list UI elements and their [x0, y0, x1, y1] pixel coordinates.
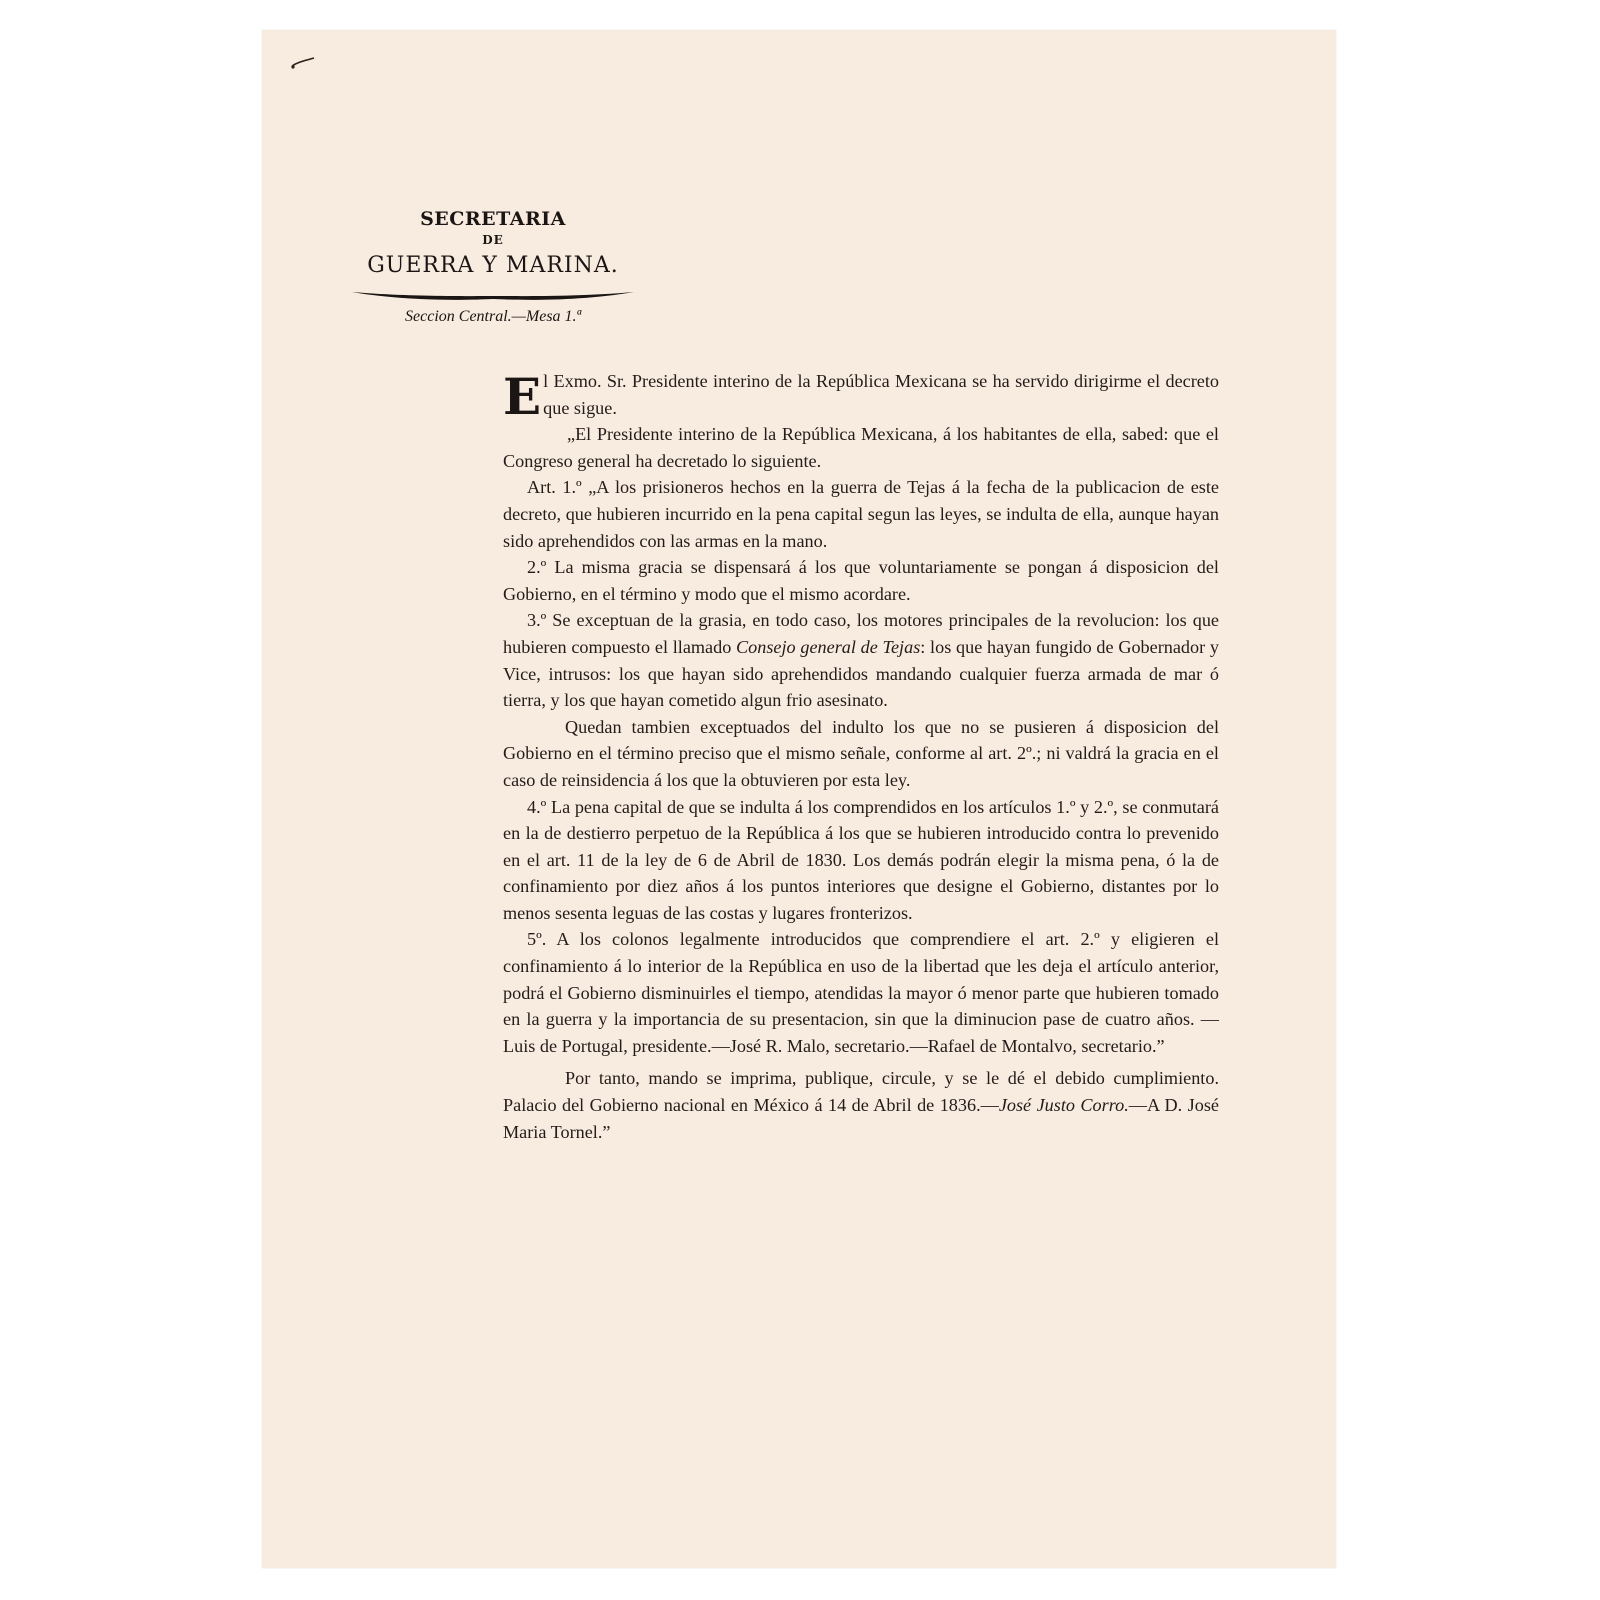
closing-signatory: José Justo Corro. [998, 1095, 1129, 1116]
letterhead-secretaria: SECRETARIA [420, 208, 566, 230]
article-3-consejo: Consejo general de Tejas [736, 636, 921, 657]
decree-body [503, 368, 1219, 1145]
article-3 [503, 607, 1219, 713]
article-2: 2.º La misma gracia se dispensará á los que voluntariamente se pongan á disposicion del Gobierno, en el término y modo que el mismo acordare. [503, 557, 1219, 604]
closing-paragraph [503, 1065, 1219, 1145]
ink-mark [290, 56, 316, 70]
drop-cap: E [503, 367, 542, 426]
opening-paragraph [503, 367, 1219, 426]
opening-text: l Exmo. Sr. Presidente interino de la República Mexicana se ha servido dirigirme el decreto que sigue. [543, 371, 1219, 418]
document-page [262, 30, 1336, 1568]
letterhead-guerra-y-marina: GUERRA Y MARINA. [367, 253, 619, 278]
article-1: Art. 1.º „A los prisioneros hechos en la guerra de Tejas á la fecha de la publicacion de este decreto, que hubieren incurrido en la pena capital segun las leyes, se indulta de ella, aunque hayan sido aprehendidos con las armas en la mano. [503, 477, 1219, 551]
decree-preamble: „El Presidente interino de la República Mexicana, á los habitantes de ella, sabed: que el Congreso general ha decretado lo siguiente. [503, 424, 1219, 471]
closing-text-a: Por tanto, mando se imprima, publique, circule, y se le dé el debido cumplimiento. Palacio del Gobierno nacional en México á 14 de Abril de 1836.— [503, 1068, 1219, 1116]
article-5: 5º. A los colonos legalmente introducidos que comprendiere el art. 2.º y eligieren el confinamiento á lo interior de la República en uso de la libertad que les deja el artículo anterior, podrá el Gobierno disminuirles el tiempo, atendidas la mayor ó menor parte que hubieren tomado en la guerra y la importancia de su presentacion, sin que la diminucion pase de cuatro años. —Luis de Portugal, presidente.—José R. Malo, secretario.—Rafael de Montalvo, secretario.” [503, 929, 1219, 1056]
letterhead-de: DE [482, 233, 504, 247]
closing-text-b: —A D. José Maria Tornel.” [503, 1095, 1219, 1142]
letterhead [348, 206, 638, 328]
article-3-text-b: : los que hayan fungido de Gobernador y Vice, intrusos: los que hayan sido aprehendidos mandando cualquier fuerza armada de mar ó tierra, y los que hayan cometido algun frio asesinato. [503, 636, 1219, 711]
article-4: 4.º La pena capital de que se indulta á los comprendidos en los artículos 1.º y 2.º, se conmutará en la de destierro perpetuo de la República á los que se hubieren introducido contra lo prevenido en el art. 11 de la ley de 6 de Abril de 1830. Los demás podrán elegir la misma pena, ó la de confinamiento por diez años á los puntos interiores que designe el Gobierno, distantes por lo menos sesenta leguas de las costas y lugares fronterizos. [503, 796, 1219, 923]
exceptions-paragraph: Quedan tambien exceptuados del indulto los que no se pusieren á disposicion del Gobierno en el término preciso que el mismo señale, conforme al art. 2º.; ni valdrá la gracia en el caso de reinsidencia á los que la obtuvieren por esta ley. [503, 716, 1219, 790]
section-line: Seccion Central.—Mesa 1.ª [405, 308, 581, 325]
ornamental-rule [350, 288, 636, 302]
article-3-text-a: 3.º Se exceptuan de la grasia, en todo caso, los motores principales de la revolucion: los que hubieren compuesto el llamado [503, 610, 1219, 657]
